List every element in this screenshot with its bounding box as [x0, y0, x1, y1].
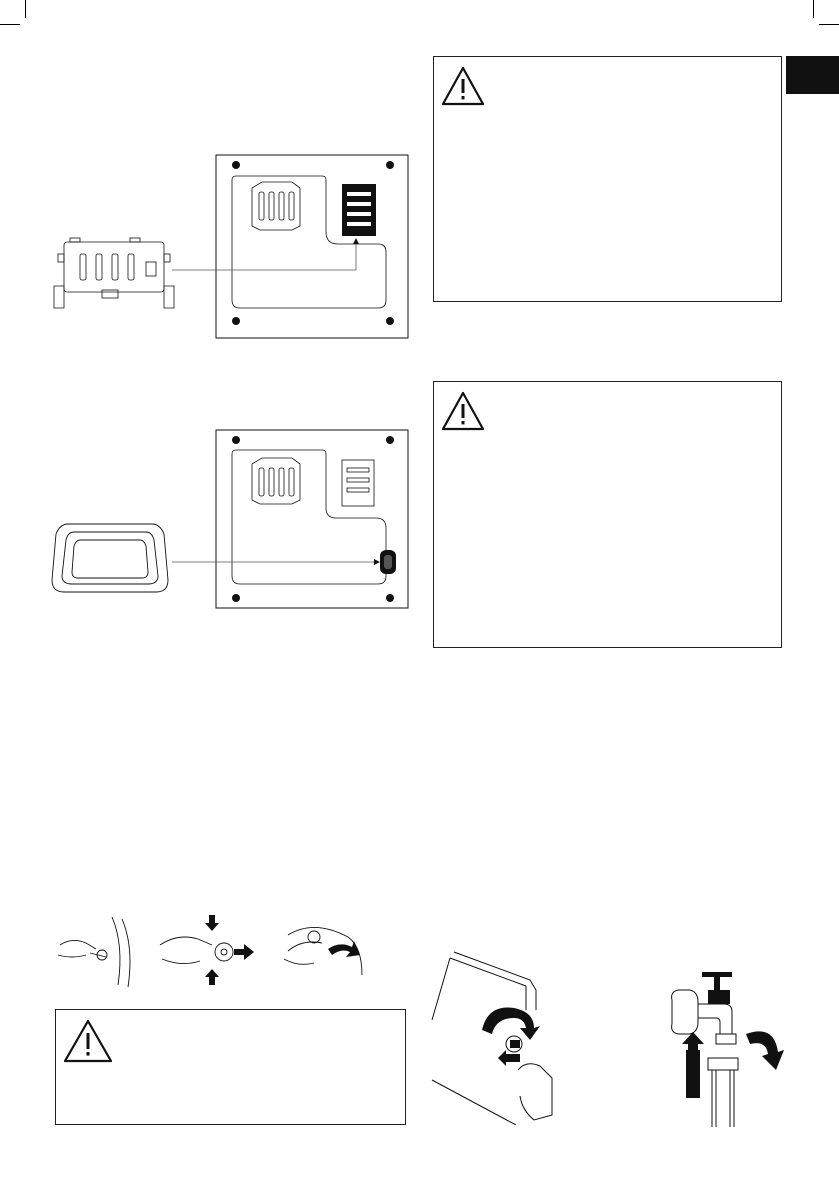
- crop-mark-top-right-v: [813, 0, 814, 18]
- crop-mark-top-left: [0, 24, 20, 25]
- crop-mark-top-left-v: [25, 0, 26, 18]
- warning-triangle-icon: [62, 1018, 114, 1064]
- hole-cover-figure: [50, 428, 410, 610]
- crop-mark-top-right: [819, 24, 839, 25]
- inlet-hose-tap-figure: [664, 952, 804, 1127]
- warning-triangle-icon: [440, 390, 486, 432]
- language-tab: [786, 56, 839, 94]
- warning-triangle-icon: [440, 65, 486, 107]
- warning-box-3: [55, 1009, 406, 1125]
- warning-box-1: [433, 56, 782, 302]
- warning-box-2: [433, 381, 782, 648]
- bolt-removal-steps-figure: [52, 915, 392, 995]
- transit-bracket-figure: [50, 150, 410, 340]
- inlet-hose-machine-figure: [430, 950, 570, 1125]
